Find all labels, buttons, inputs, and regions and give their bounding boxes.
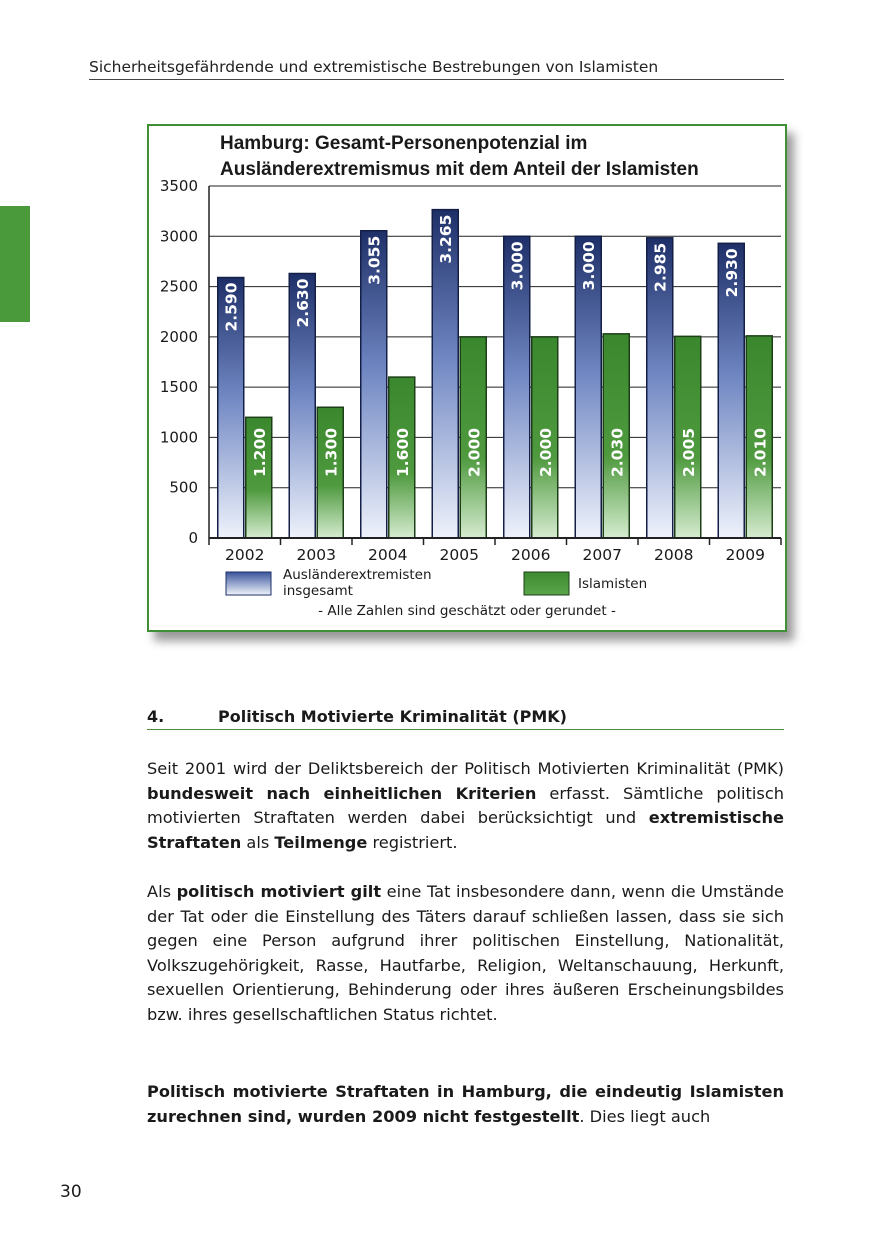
bold-span: extremistische Straftaten xyxy=(147,808,784,852)
data-label-auslaender-2009: 2.930 xyxy=(723,248,742,298)
data-label-islamisten-2002: 1.200 xyxy=(250,427,269,477)
data-label-auslaender-2007: 3.000 xyxy=(580,241,599,291)
running-header: Sicherheitsgefährdende und extremistische Bestrebungen von Islamisten xyxy=(89,58,784,80)
chart-figure xyxy=(147,124,787,632)
data-label-auslaender-2002: 2.590 xyxy=(222,282,241,332)
text-span: Seit 2001 wird der Deliktsbereich der Politisch Motivierten Kriminalität (PMK) xyxy=(147,759,784,778)
x-tick-label: 2002 xyxy=(225,546,265,564)
paragraph-pmk-intro xyxy=(147,757,784,855)
x-tick-label: 2009 xyxy=(725,546,765,564)
data-label-auslaender-2003: 2.630 xyxy=(294,278,313,328)
section-number: 4. xyxy=(147,707,165,726)
data-label-islamisten-2005: 2.000 xyxy=(465,427,484,477)
text-span: erfasst. Sämtliche politisch motivierten Straftaten werden dabei berücksichtigt und xyxy=(147,783,784,828)
bold-span: bundesweit nach einheitlichen Kriterien xyxy=(147,783,537,803)
data-label-auslaender-2005: 3.265 xyxy=(437,214,456,264)
paragraph-politisch-motiviert xyxy=(147,880,784,1028)
x-tick-label: 2007 xyxy=(582,546,622,564)
y-tick-label: 2000 xyxy=(159,327,198,346)
data-label-islamisten-2003: 1.300 xyxy=(322,427,341,477)
data-label-auslaender-2008: 2.985 xyxy=(651,242,670,292)
data-label-auslaender-2004: 3.055 xyxy=(365,235,384,285)
data-label-islamisten-2009: 2.010 xyxy=(751,427,770,477)
legend-label-auslaender-line-2: insgesamt xyxy=(283,583,353,599)
chart-legend xyxy=(226,567,647,599)
legend-swatch-auslaender xyxy=(226,572,271,595)
bold-span: politisch motiviert gilt xyxy=(176,882,382,901)
text-span: Als xyxy=(147,882,177,901)
text-span: . Dies liegt auch xyxy=(579,1106,711,1126)
text-span: eine Tat insbesondere dann, wenn die Umstände der Tat oder die Einstellung des Täters darauf schließen lassen, dass sie sich gegen eine Person aufgrund ihrer politischen Einstellung, Nationalität, Volkszugehörigkeit, Rasse, Hautfarbe, Religion, Weltanschauung, Herkunft, sexuellen Orientierung, Behinderung oder ihres äußeren Erscheinungsbildes bzw. ihres gesellschaftlichen Status richtet. xyxy=(147,882,784,1024)
y-tick-label: 1000 xyxy=(159,428,198,447)
x-tick-label: 2003 xyxy=(296,546,336,564)
y-tick-label: 3500 xyxy=(159,177,198,195)
page-number: 30 xyxy=(60,1182,82,1202)
bold-span: Teilmenge xyxy=(274,832,368,852)
chart-title-line-1: Hamburg: Gesamt-Personenpotenzial im xyxy=(220,133,588,154)
x-tick-label: 2004 xyxy=(368,546,408,564)
data-label-islamisten-2007: 2.030 xyxy=(608,427,627,477)
text-span: als xyxy=(241,832,275,852)
chart-title-line-2: Ausländerextremismus mit dem Anteil der Islamisten xyxy=(220,159,699,180)
y-tick-label: 500 xyxy=(169,478,198,497)
section-title: Politisch Motivierte Kriminalität (PMK) xyxy=(218,707,567,726)
y-tick-label: 0 xyxy=(188,529,198,547)
y-tick-label: 1500 xyxy=(159,378,198,397)
bar-chart xyxy=(149,126,785,630)
legend-label-auslaender-line-1: Ausländerextremisten xyxy=(283,567,432,583)
data-label-auslaender-2006: 3.000 xyxy=(508,241,527,291)
legend-swatch-islamisten xyxy=(524,572,569,595)
x-tick-label: 2008 xyxy=(654,546,694,564)
bold-span: Politisch motivierte Straftaten in Hamburg, die eindeutig Islamisten zurechnen sind, wurden 2009 nicht festgestellt xyxy=(147,1082,784,1126)
x-tick-label: 2006 xyxy=(511,546,551,564)
y-tick-label: 2500 xyxy=(159,277,198,296)
text-span: registriert. xyxy=(367,832,458,852)
y-tick-label: 3000 xyxy=(159,227,198,246)
data-label-islamisten-2004: 1.600 xyxy=(393,427,412,477)
legend-label-islamisten: Islamisten xyxy=(578,576,648,592)
data-label-islamisten-2006: 2.000 xyxy=(536,427,555,477)
paragraph-hamburg-2009 xyxy=(147,1080,784,1129)
x-tick-label: 2005 xyxy=(439,546,479,564)
chart-footnote: - Alle Zahlen sind geschätzt oder gerundet - xyxy=(318,603,616,619)
section-heading xyxy=(147,707,784,730)
data-label-islamisten-2008: 2.005 xyxy=(679,427,698,477)
chapter-tab-marker xyxy=(0,206,30,322)
